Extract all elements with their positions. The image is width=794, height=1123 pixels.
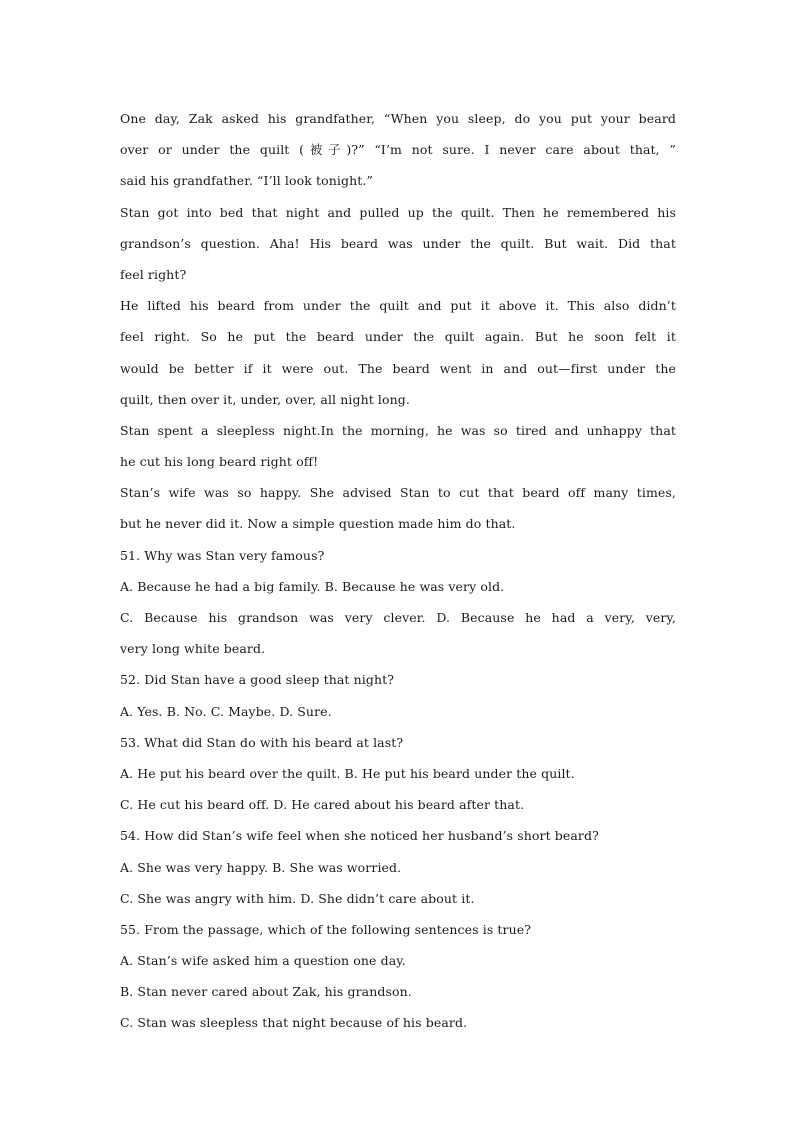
passage-line: Stan’s wife was so happy. She advised Stan to cut that beard off many times, [120,485,676,501]
answer-options: C. Because his grandson was very clever. D. Because he had a very, very, [120,610,676,625]
passage [120,103,676,540]
answer-options: A. Because he had a big family. B. Because he was very old. [120,578,505,594]
question-stem: 52. Did Stan have a good sleep that night? [120,672,395,688]
answer-options: very long white beard. [120,641,266,657]
passage-line: One day, Zak asked his grandfather, “When you sleep, do you put your beard [120,111,676,126]
question-stem: 55. From the passage, which of the following sentences is true? [120,921,532,937]
questions [120,540,676,1039]
answer-options: C. She was angry with him. D. She didn’t care about it. [120,890,475,906]
question-stem: 53. What did Stan do with his beard at last? [120,734,404,750]
passage-line: over or under the quilt (被子)?” “I’m not sure. I never care about that, ” [120,142,676,158]
passage-line: Stan got into bed that night and pulled up the quilt. Then he remembered his [120,204,676,220]
question-stem: 54. How did Stan’s wife feel when she noticed her husband’s short beard? [120,828,599,844]
passage-line: grandson’s question. Aha! His beard was under the quilt. But wait. Did that [120,235,676,251]
answer-option: B. Stan never cared about Zak, his grandson. [120,984,412,1000]
passage-line: He lifted his beard from under the quilt and put it above it. This also didn’t [120,298,676,314]
passage-line: feel right. So he put the beard under the quilt again. But he soon felt it [120,329,676,345]
answer-option: A. Stan’s wife asked him a question one day. [120,953,406,969]
answer-options: C. He cut his beard off. D. He cared about his beard after that. [120,797,525,813]
passage-line: Stan spent a sleepless night.In the morning, he was so tired and unhappy that [120,422,676,438]
passage-line: he cut his long beard right off! [120,454,319,470]
passage-line: quilt, then over it, under, over, all night long. [120,391,410,407]
passage-line: would be better if it were out. The beard went in and out—first under the [120,360,676,376]
answer-option: C. Stan was sleepless that night because of his beard. [120,1015,468,1031]
passage-line: feel right? [120,266,187,282]
passage-line: said his grandfather. “I’ll look tonight.” [120,173,373,189]
passage-line: but he never did it. Now a simple question made him do that. [120,516,516,532]
answer-options: A. She was very happy. B. She was worried. [120,859,402,875]
document-page [120,103,676,1039]
answer-options: A. He put his beard over the quilt. B. He put his beard under the quilt. [120,765,575,781]
question-stem: 51. Why was Stan very famous? [120,547,325,563]
answer-options: A. Yes. B. No. C. Maybe. D. Sure. [120,703,332,719]
